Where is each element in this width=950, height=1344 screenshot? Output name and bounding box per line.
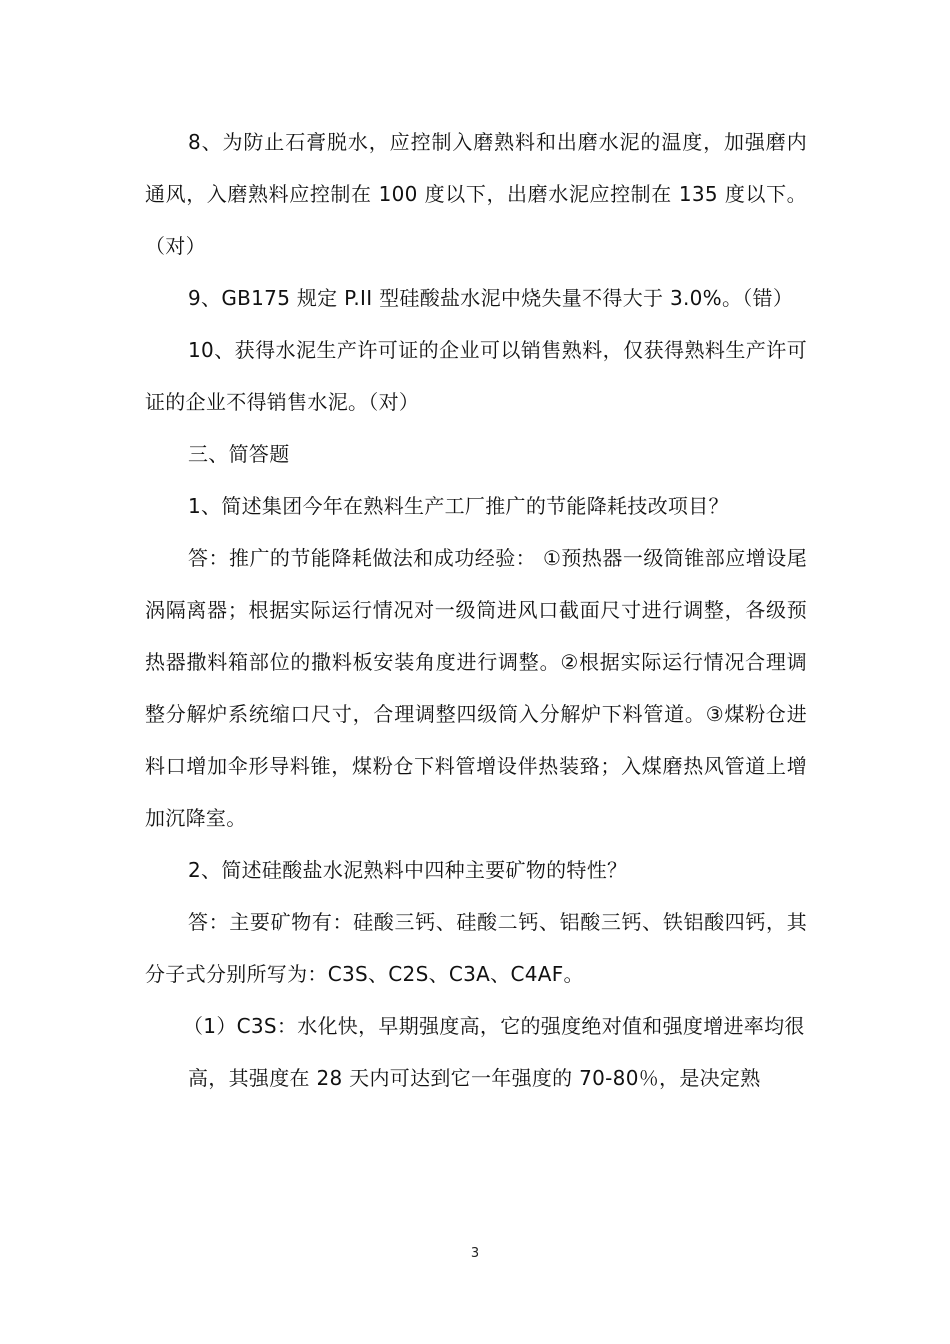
answer-1: 答：推广的节能降耗做法和成功经验： ①预热器一级筒锥部应增设尾涡隔离器；根据实际运行情况对一级筒进风口截面尺寸进行调整，各级预热器撒料箱部位的撒料板安装角度进行调整。②根据实际运行情况合理调整分解炉系统缩口尺寸，合理调整四级筒入分解炉下料管道。③煤粉仓进料口增加伞形导料锥，煤粉仓下料管增设伴热装臵；入煤磨热风管道上增加沉降室。 — [145, 546, 807, 830]
section-heading-short-answer: 三、简答题 — [188, 442, 290, 466]
question-2: 2、简述硅酸盐水泥熟料中四种主要矿物的特性？ — [188, 858, 628, 882]
paragraph-true-false-10: 10、获得水泥生产许可证的企业可以销售熟料，仅获得熟料生产许可证的企业不得销售水泥。（对） — [145, 338, 807, 414]
answer-2: 答：主要矿物有：硅酸三钙、硅酸二钙、铝酸三钙、铁铝酸四钙，其分子式分别所写为：C3S、C2S、C3A、C4AF。 — [145, 910, 807, 986]
paragraph-true-false-9: 9、GB175 规定 P.II 型硅酸盐水泥中烧失量不得大于 3.0%。（错） — [188, 286, 794, 310]
answer-2-item-1: （1）C3S：水化快，早期强度高，它的强度绝对值和强度增进率均很 — [183, 1014, 805, 1038]
paragraph-true-false-8: 8、为防止石膏脱水，应控制入磨熟料和出磨水泥的温度，加强磨内通风，入磨熟料应控制在 100 度以下，出磨水泥应控制在 135 度以下。（对） — [145, 130, 807, 258]
answer-2-item-1-continued: 高，其强度在 28 天内可达到它一年强度的 70-80％，是决定熟 — [188, 1066, 761, 1090]
document-body — [145, 116, 807, 1104]
question-1: 1、简述集团今年在熟料生产工厂推广的节能降耗技改项目？ — [188, 494, 729, 518]
page-number: 3 — [470, 1246, 480, 1261]
